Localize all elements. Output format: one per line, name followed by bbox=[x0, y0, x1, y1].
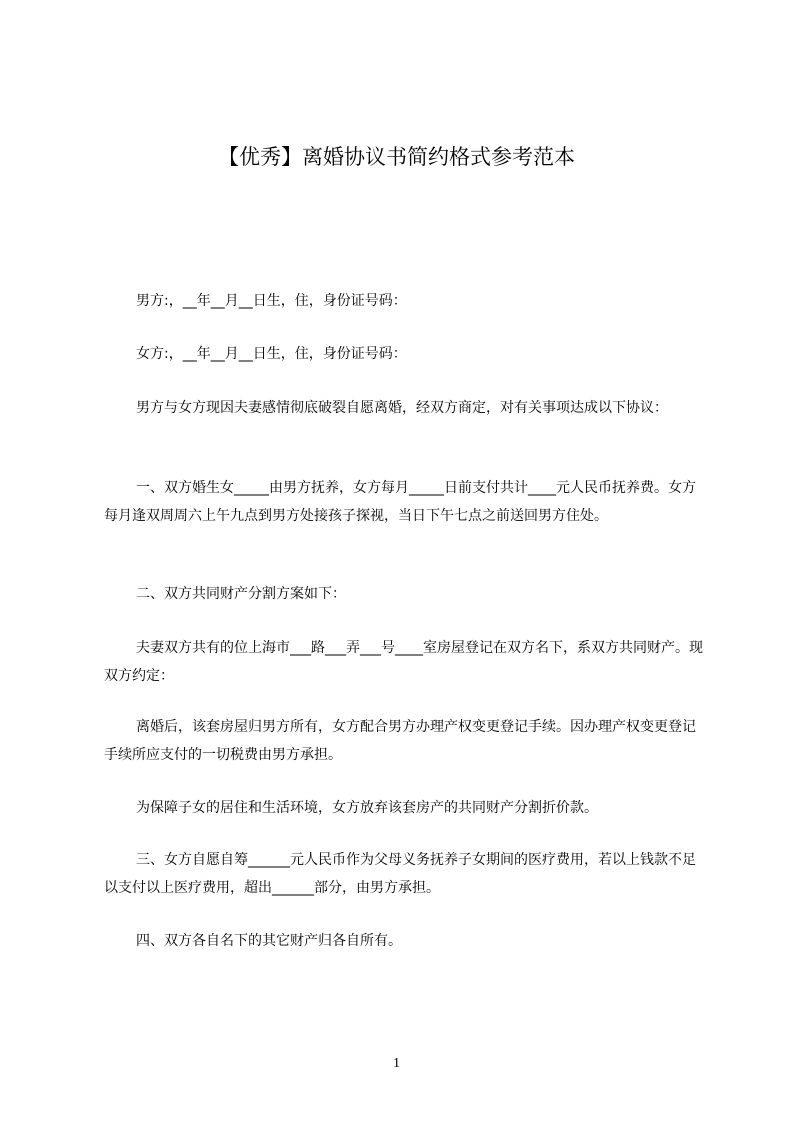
paragraph-female-party: 女方:，__年__月__日生，住，身份证号码： bbox=[136, 346, 407, 362]
paragraph-clause-other-property: 四、双方各自名下的其它财产归各自所有。 bbox=[136, 933, 402, 949]
paragraph-clause-medical-expenses: 三、女方自愿自筹______元人民币作为父母义务抚养子女期间的医疗费用，若以上钱款不足以支付以上医疗费用，超出______部分，由男方承担。 bbox=[104, 852, 696, 896]
paragraph-property-ownership: 离婚后，该套房屋归男方所有，女方配合男方办理产权变更登记手续。因办理产权变更登记手续所应支付的一切税费由男方承担。 bbox=[104, 719, 696, 763]
paragraph-property-details: 夫妻双方共有的位上海市___路___弄___号____室房屋登记在双方名下，系双方共同财产。现双方约定： bbox=[104, 640, 703, 684]
paragraph-clause-property-heading: 二、双方共同财产分割方案如下： bbox=[136, 586, 346, 602]
paragraph-male-party: 男方:，__年__月__日生，住，身份证号码： bbox=[136, 293, 407, 309]
page-number: 1 bbox=[393, 1056, 400, 1071]
paragraph-preamble: 男方与女方现因夫妻感情彻底破裂自愿离婚，经双方商定，对有关事项达成以下协议： bbox=[136, 400, 668, 416]
paragraph-clause-child-custody: 一、双方婚生女_____由男方抚养，女方每月_____日前支付共计____元人民币抚养费。女方每月逢双周周六上午九点到男方处接孩子探视，当日下午七点之前送回男方住处。 bbox=[104, 480, 696, 524]
paragraph-property-waiver: 为保障子女的居住和生活环境，女方放弃该套房产的共同财产分割折价款。 bbox=[136, 800, 598, 816]
document-title: 【优秀】离婚协议书简约格式参考范本 bbox=[218, 145, 575, 169]
